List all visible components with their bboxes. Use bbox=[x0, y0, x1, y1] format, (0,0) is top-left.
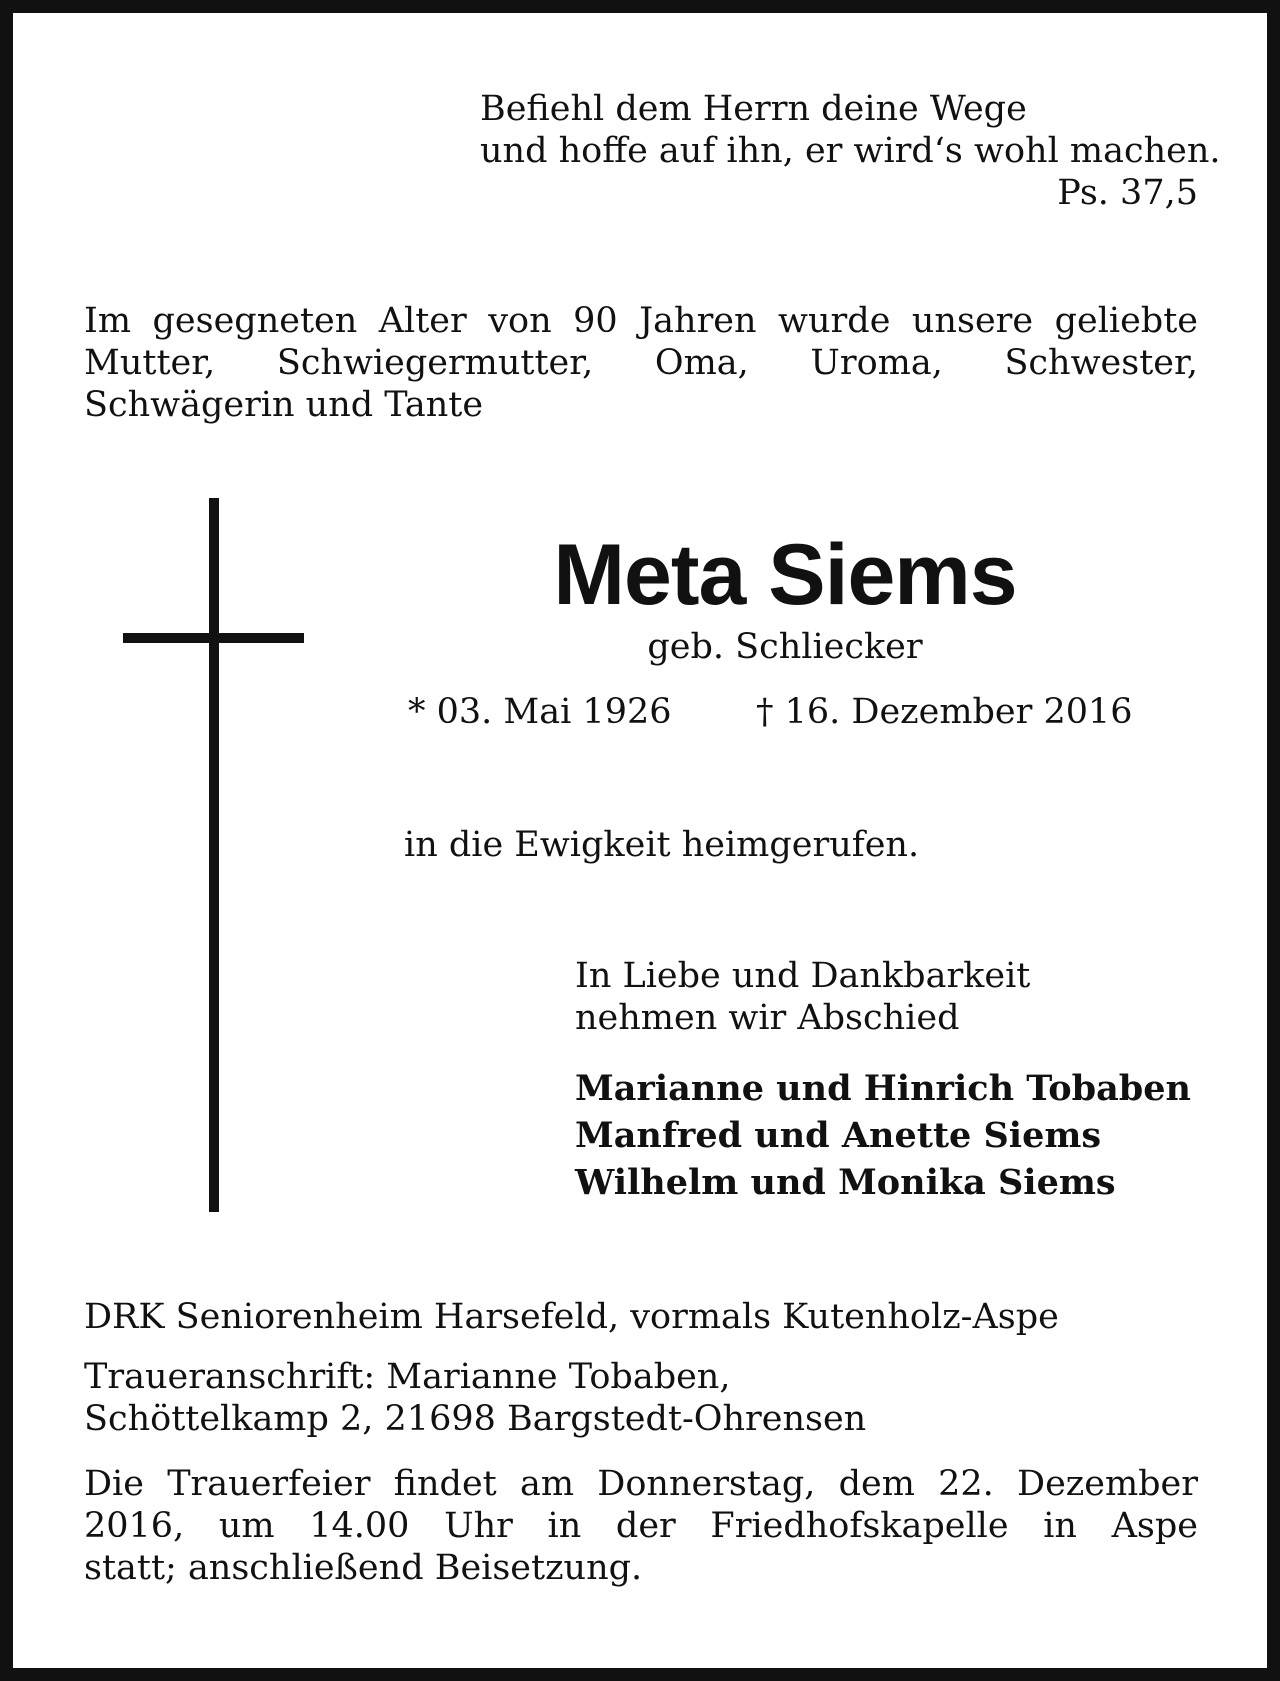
address-line-2: Schöttelkamp 2, 21698 Bargstedt-Ohrensen bbox=[84, 1399, 867, 1439]
mourner-entry: Manfred und Anette Siems bbox=[575, 1115, 1102, 1156]
farewell-line-1: In Liebe und Dankbarkeit bbox=[575, 956, 1031, 996]
death-date: † 16. Dezember 2016 bbox=[756, 692, 1133, 732]
service-line-2: 2016, um 14.00 Uhr in der Friedhofskapelle in Aspe bbox=[84, 1506, 1198, 1546]
intro-line-2: Mutter, Schwiegermutter, Oma, Uroma, Schwester, bbox=[84, 343, 1198, 383]
service-line-3: statt; anschließend Beisetzung. bbox=[84, 1548, 643, 1588]
intro-line-3: Schwägerin und Tante bbox=[84, 385, 484, 425]
intro-paragraph bbox=[84, 300, 1198, 426]
deceased-name: Meta Siems bbox=[553, 527, 1017, 623]
mourners-list bbox=[575, 1065, 1191, 1206]
cross-vertical-bar bbox=[209, 498, 219, 1212]
bible-verse bbox=[480, 88, 1221, 214]
residence-text: DRK Seniorenheim Harsefeld, vormals Kutenholz-Aspe bbox=[84, 1297, 1059, 1337]
service-line-1: Die Trauerfeier findet am Donnerstag, dem 22. Dezember bbox=[84, 1464, 1198, 1504]
called-home-text: in die Ewigkeit heimgerufen. bbox=[404, 825, 920, 865]
farewell-text bbox=[575, 955, 1030, 1039]
verse-line-2: und hoffe auf ihn, er wird‘s wohl machen. bbox=[480, 131, 1221, 171]
cross-horizontal-bar bbox=[123, 633, 304, 643]
funeral-service-text bbox=[84, 1463, 1198, 1589]
mourner-entry: Marianne und Hinrich Tobaben bbox=[575, 1068, 1191, 1109]
verse-line-1: Befiehl dem Herrn deine Wege bbox=[480, 89, 1027, 129]
birth-name: geb. Schliecker bbox=[647, 627, 923, 667]
intro-line-1: Im gesegneten Alter von 90 Jahren wurde unsere geliebte bbox=[84, 301, 1198, 341]
verse-reference: Ps. 37,5 bbox=[1057, 173, 1198, 213]
mourning-address bbox=[84, 1356, 866, 1440]
address-line-1: Traueranschrift: Marianne Tobaben, bbox=[84, 1357, 731, 1397]
farewell-line-2: nehmen wir Abschied bbox=[575, 998, 960, 1038]
birth-date: * 03. Mai 1926 bbox=[408, 692, 672, 732]
mourner-entry: Wilhelm und Monika Siems bbox=[575, 1162, 1116, 1203]
